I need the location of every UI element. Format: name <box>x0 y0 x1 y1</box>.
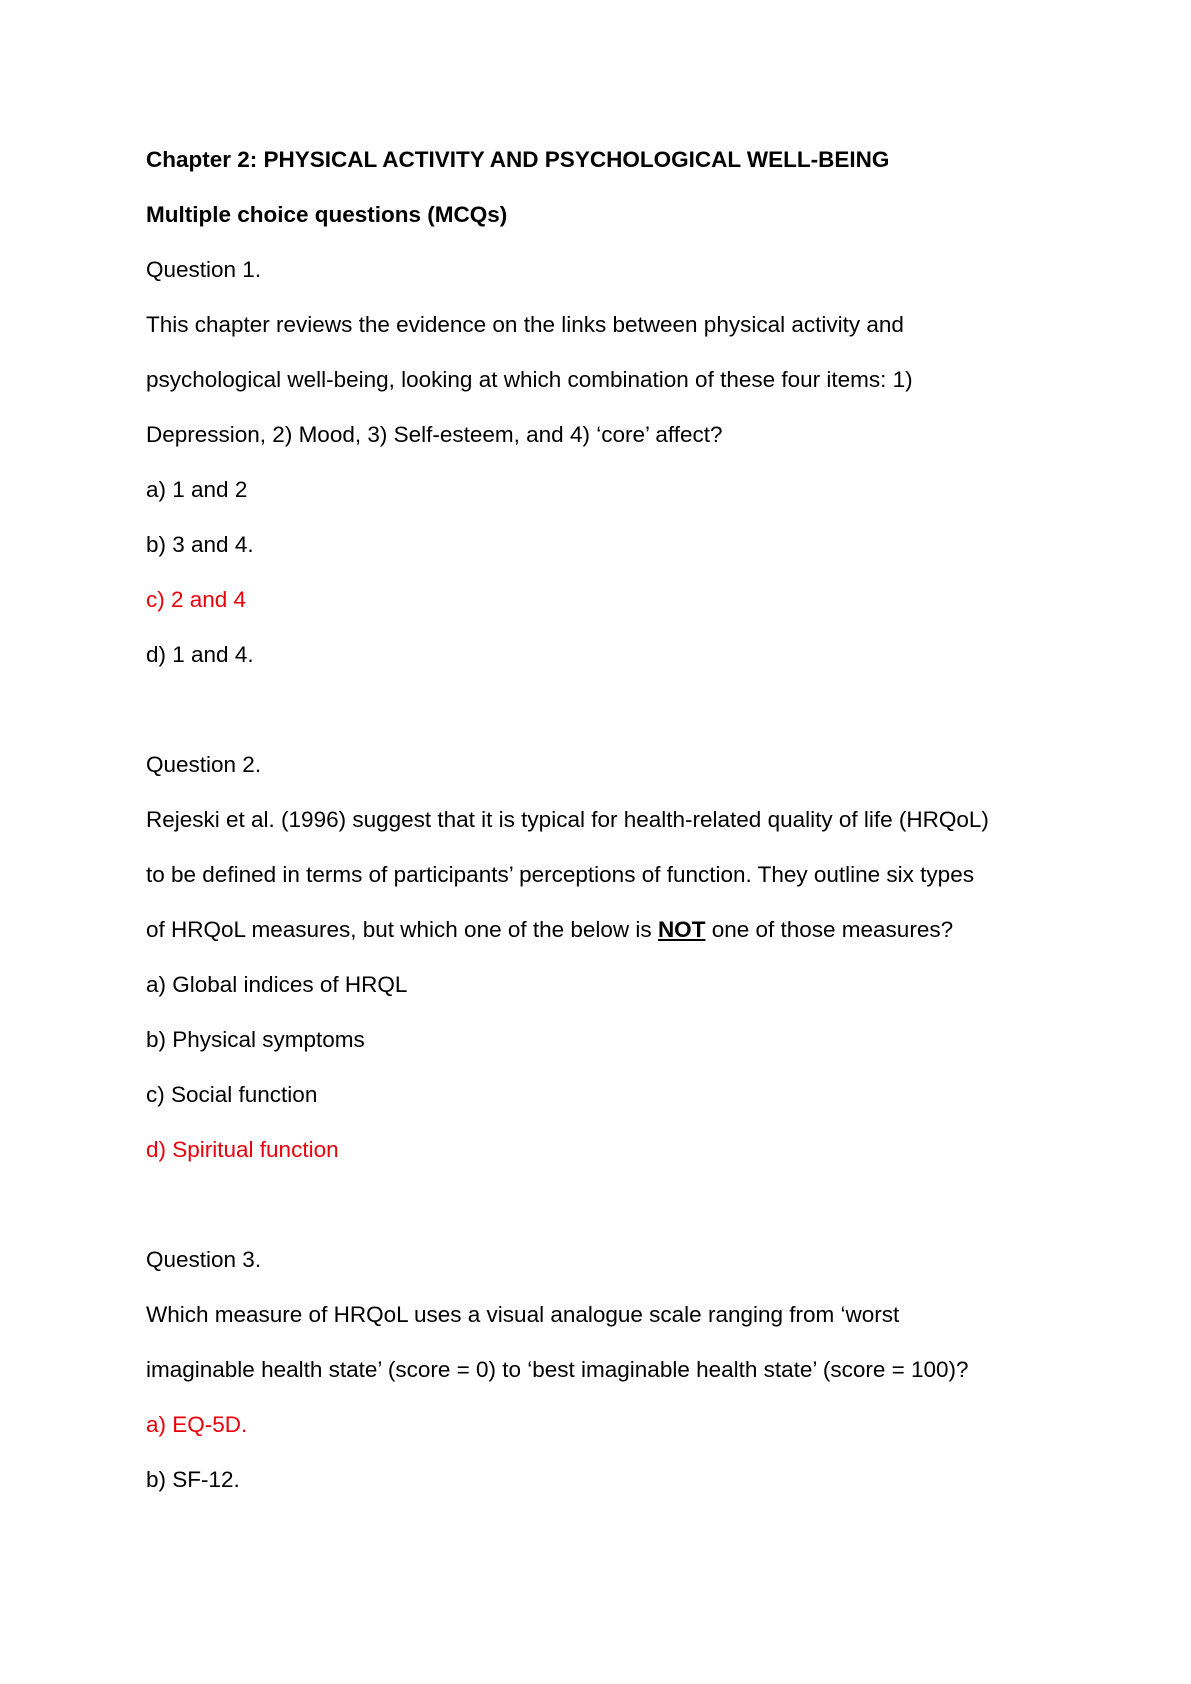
question-2-text-line <box>146 916 953 944</box>
question-1-option-d: d) 1 and 4. <box>146 642 254 667</box>
section-heading: Multiple choice questions (MCQs) <box>146 202 508 227</box>
question-1-option-c-correct-answer: c) 2 and 4 <box>146 587 247 612</box>
question-1-option-a: a) 1 and 2 <box>146 477 248 502</box>
question-1-text-line: This chapter reviews the evidence on the links between physical activity and <box>146 312 904 337</box>
question-2-text-before: of HRQoL measures, but which one of the below is <box>146 917 658 942</box>
question-3-option-a-correct-answer: a) EQ-5D. <box>146 1412 248 1437</box>
question-3-label: Question 3. <box>146 1247 262 1272</box>
question-2-text-after: one of those measures? <box>705 917 954 942</box>
chapter-title: Chapter 2: PHYSICAL ACTIVITY AND PSYCHOLOGICAL WELL-BEING <box>146 147 890 172</box>
question-1-label: Question 1. <box>146 257 262 282</box>
question-2-text-line: Rejeski et al. (1996) suggest that it is typical for health-related quality of life (HRQoL) <box>146 807 989 832</box>
question-3-text-line: imaginable health state’ (score = 0) to ‘best imaginable health state’ (score = 100)? <box>146 1357 969 1382</box>
question-2-option-b: b) Physical symptoms <box>146 1027 365 1052</box>
question-2-option-c: c) Social function <box>146 1082 318 1107</box>
question-2-not-emphasis: NOT <box>657 917 706 942</box>
question-1-text-line: Depression, 2) Mood, 3) Self-esteem, and 4) ‘core’ affect? <box>146 422 723 447</box>
question-2-option-d-correct-answer: d) Spiritual function <box>146 1137 339 1162</box>
question-2-label: Question 2. <box>146 752 262 777</box>
question-1-option-b: b) 3 and 4. <box>146 532 254 557</box>
question-3-text-line: Which measure of HRQoL uses a visual analogue scale ranging from ‘worst <box>146 1302 900 1327</box>
question-3-option-b: b) SF-12. <box>146 1467 240 1492</box>
question-2-option-a: a) Global indices of HRQL <box>146 972 408 997</box>
question-2-text-line: to be defined in terms of participants’ perceptions of function. They outline six types <box>146 862 974 887</box>
question-1-text-line: psychological well-being, looking at which combination of these four items: 1) <box>146 367 913 392</box>
